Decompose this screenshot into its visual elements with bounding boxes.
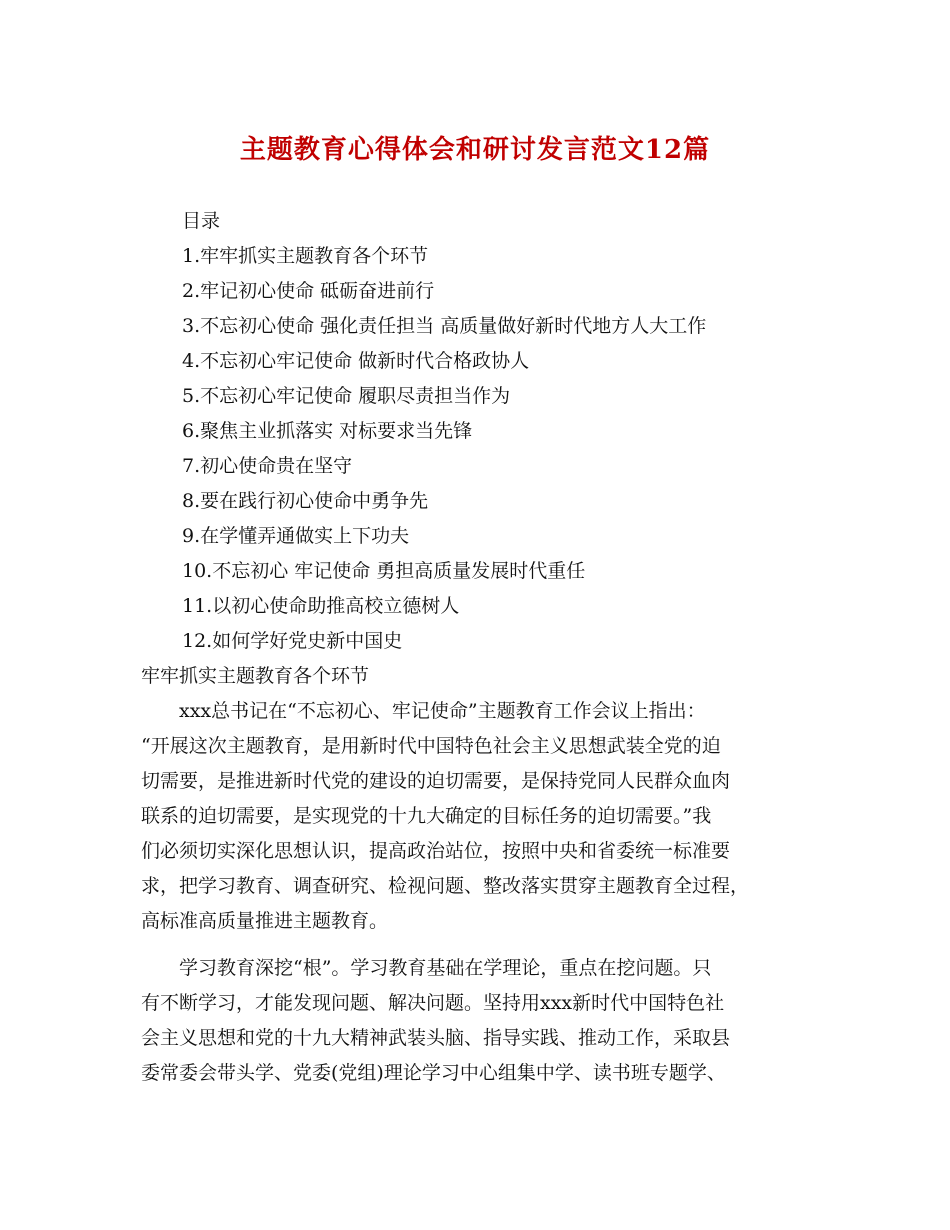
toc-item: 11.以初心使命助推高校立德树人 <box>182 595 460 617</box>
paragraph-line: 高标准高质量推进主题教育。 <box>141 910 389 932</box>
paragraph-line: 有不断学习，才能发现问题、解决问题。坚持用xxx新时代中国特色社 <box>141 992 725 1014</box>
toc-item: 10.不忘初心 牢记使命 勇担高质量发展时代重任 <box>182 560 586 582</box>
toc-item: 7.初心使命贵在坚守 <box>182 455 353 477</box>
paragraph-line: 求，把学习教育、调查研究、检视问题、整改落实贯穿主题教育全过程， <box>141 875 750 897</box>
paragraph-line: 联系的迫切需要，是实现党的十九大确定的目标任务的迫切需要。”我 <box>141 805 712 827</box>
toc-item: 8.要在践行初心使命中勇争先 <box>182 490 429 512</box>
toc-item: 12.如何学好党史新中国史 <box>182 630 403 652</box>
toc-heading: 目录 <box>182 210 221 232</box>
paragraph-spacer <box>141 939 827 951</box>
toc-item: 1.牢牢抓实主题教育各个环节 <box>182 245 429 267</box>
paragraph-line: xxx总书记在“不忘初心、牢记使命”主题教育工作会议上指出： <box>141 700 706 722</box>
paragraph-line: 会主义思想和党的十九大精神武装头脑、指导实践、推动工作，采取县 <box>141 1027 731 1049</box>
toc-item: 4.不忘初心牢记使命 做新时代合格政协人 <box>182 350 530 372</box>
paragraph-line: 们必须切实深化思想认识，提高政治站位，按照中央和省委统一标准要 <box>141 840 731 862</box>
paragraph-line: 学习教育深挖“根”。学习教育基础在学理论，重点在挖问题。只 <box>141 957 712 979</box>
toc-item: 2.牢记初心使命 砥砺奋进前行 <box>182 280 435 302</box>
body-text <box>141 694 827 1091</box>
table-of-contents <box>182 204 882 659</box>
paragraph-line: 切需要，是推进新时代党的建设的迫切需要，是保持党同人民群众血肉 <box>141 770 731 792</box>
toc-item: 3.不忘初心使命 强化责任担当 高质量做好新时代地方人大工作 <box>182 315 707 337</box>
document-title: 主题教育心得体会和研讨发言范文12篇 <box>239 135 711 165</box>
paragraph-line: “开展这次主题教育，是用新时代中国特色社会主义思想武装全党的迫 <box>141 735 721 757</box>
section-heading: 牢牢抓实主题教育各个环节 <box>141 665 370 687</box>
paragraph-line: 委常委会带头学、党委(党组)理论学习中心组集中学、读书班专题学、 <box>141 1062 726 1084</box>
toc-item: 6.聚焦主业抓落实 对标要求当先锋 <box>182 420 473 442</box>
toc-item: 9.在学懂弄通做实上下功夫 <box>182 525 410 547</box>
toc-item: 5.不忘初心牢记使命 履职尽责担当作为 <box>182 385 511 407</box>
